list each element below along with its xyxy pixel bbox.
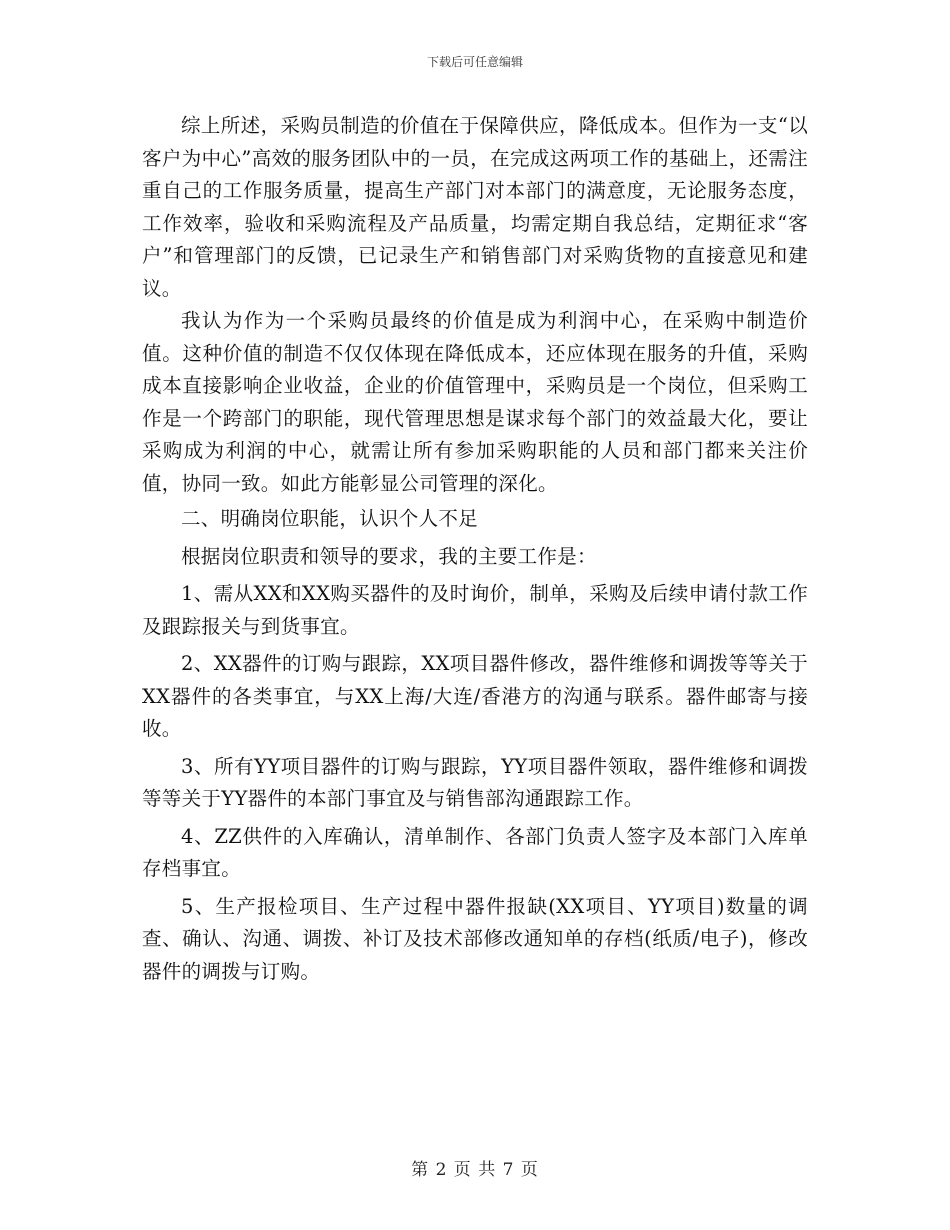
section-heading: 二、明确岗位职能，认识个人不足 xyxy=(181,507,479,530)
paragraph-summary: 综上所述，采购员制造的价值在于保障供应，降低成本。但作为一支“以客户为中心”高效的服务团队中的一员，在完成这两项工作的基础上，还需注重自己的工作服务质量，提高生产部门对本部门的满意度，无论服务态度，工作效率，验收和采购流程及产品质量，均需定期自我总结，定期征求“客户”和管理部门的反馈，已记录生产和销售部门对采购货物的直接意见和建议。 xyxy=(142,114,808,300)
paragraph-profit-center: 我认为作为一个采购员最终的价值是成为利润中心，在采购中制造价值。这种价值的制造不仅仅体现在降低成本，还应体现在服务的升值，采购成本直接影响企业收益，企业的价值管理中，采购员是一个岗位，但采购工作是一个跨部门的职能，现代管理思想是谋求每个部门的效益最大化，要让采购成为利润的中心，就需让所有参加采购职能的人员和部门都来关注价值，协同一致。如此方能彰显公司管理的深化。 xyxy=(142,309,808,495)
list-item-duty-4: 4、ZZ供件的入库确认，清单制作、各部门负责人签字及本部门入库单存档事宜。 xyxy=(142,824,808,880)
list-item-duty-3: 3、所有YY项目器件的订购与跟踪，YY项目器件领取，器件维修和调拨等等关于YY器件的本部门事宜及与销售部沟通跟踪工作。 xyxy=(142,754,808,810)
document-body xyxy=(142,110,808,988)
list-item-duty-1: 1、需从XX和XX购买器件的及时询价，制单，采购及后续申请付款工作及跟踪报关与到货事宜。 xyxy=(142,582,808,638)
page-header-note: 下载后可任意编辑 xyxy=(426,55,523,69)
page-number-footer: 第 2 页 共 7 页 xyxy=(411,1160,539,1180)
paragraph-duties-intro: 根据岗位职责和领导的要求，我的主要工作是： xyxy=(181,544,597,568)
list-item-duty-5: 5、生产报检项目、生产过程中器件报缺(XX项目、YY项目)数量的调查、确认、沟通、调拨、补订及技术部修改通知单的存档(纸质/电子)，修改器件的调拨与订购。 xyxy=(142,894,808,983)
list-item-duty-2: 2、XX器件的订购与跟踪，XX项目器件修改，器件维修和调拨等等关于XX器件的各类事宜，与XX上海/大连/香港方的沟通与联系。器件邮寄与接收。 xyxy=(142,652,808,740)
